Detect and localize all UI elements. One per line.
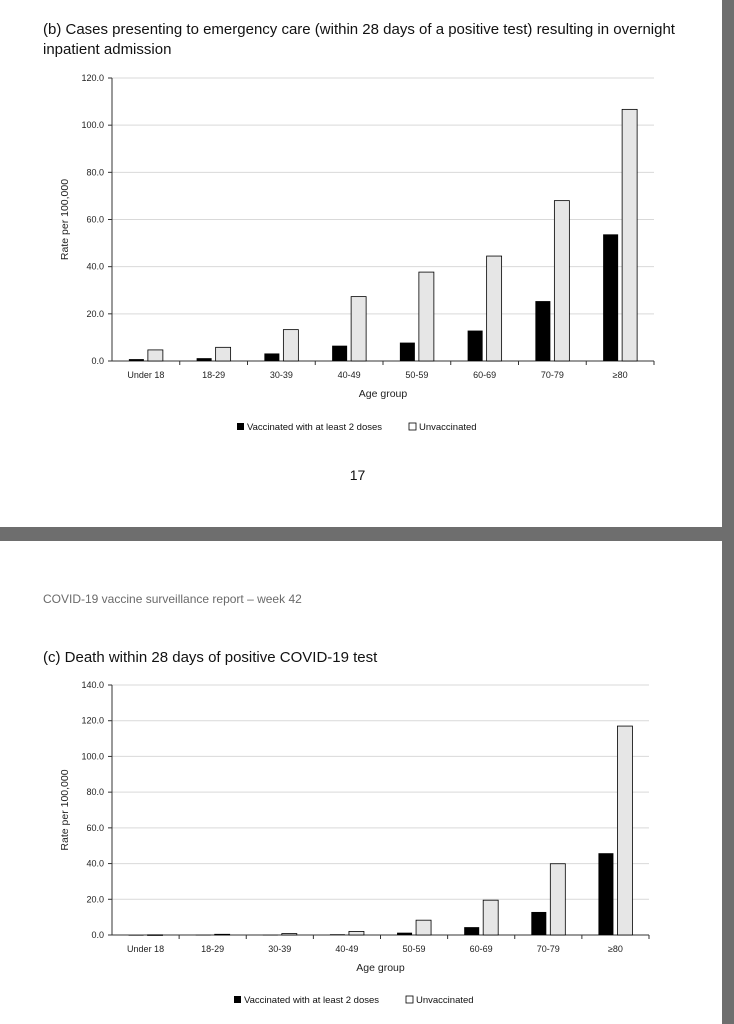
chart-b-bar-vaccinated bbox=[264, 353, 279, 361]
chart-b-y-axis-title: Rate per 100,000 bbox=[59, 178, 71, 261]
chart-b-y-tick-label: 100.0 bbox=[81, 120, 104, 131]
chart-c-bar-vaccinated bbox=[397, 933, 412, 935]
chart-c-legend-unvaccinated-swatch bbox=[406, 996, 413, 1003]
chart-b-y-tick-label: 60.0 bbox=[86, 214, 104, 225]
chart-c-y-tick-label: 0.0 bbox=[91, 930, 104, 940]
chart-b-bar-unvaccinated bbox=[216, 347, 231, 361]
chart-c-y-tick-label: 80.0 bbox=[86, 787, 104, 798]
chart-b-bar-vaccinated bbox=[332, 346, 347, 361]
chart-c-bar-unvaccinated bbox=[550, 864, 565, 935]
chart-c-x-tick-label: 40-49 bbox=[335, 944, 359, 954]
chart-b-legend-vaccinated-swatch bbox=[237, 423, 244, 430]
chart-b-x-tick-label: ≥80 bbox=[612, 370, 628, 380]
chart-c-y-tick-label: 120.0 bbox=[81, 715, 104, 726]
chart-c-bar-unvaccinated bbox=[416, 920, 431, 935]
chart-b-bar-unvaccinated bbox=[148, 350, 163, 361]
chart-c-bar-unvaccinated bbox=[483, 900, 498, 935]
chart-b-x-tick-label: 40-49 bbox=[337, 370, 361, 380]
chart-c-x-tick-label: ≥80 bbox=[607, 944, 623, 954]
chart-c-bar-vaccinated bbox=[196, 935, 211, 936]
chart-b-bar-unvaccinated bbox=[487, 256, 502, 361]
chart-b-bar-vaccinated bbox=[535, 301, 550, 361]
chart-c-bar-vaccinated bbox=[263, 935, 278, 936]
chart-c-bar-vaccinated bbox=[129, 935, 144, 936]
chart-c-legend-unvaccinated-label: Unvaccinated bbox=[416, 995, 474, 1006]
chart-c-legend-vaccinated-label: Vaccinated with at least 2 doses bbox=[244, 995, 380, 1006]
chart-c-legend-vaccinated-swatch bbox=[234, 996, 241, 1003]
chart-b-bar-unvaccinated bbox=[283, 330, 298, 361]
chart-c-x-tick-label: 70-79 bbox=[536, 944, 560, 954]
chart-c-x-tick-label: Under 18 bbox=[127, 944, 165, 954]
chart-b-legend-unvaccinated-swatch bbox=[409, 423, 416, 430]
chart-b-legend-vaccinated-label: Vaccinated with at least 2 doses bbox=[247, 422, 383, 433]
report-page-2 bbox=[0, 541, 722, 1024]
chart-b-bar-unvaccinated bbox=[622, 109, 637, 361]
chart-b-x-tick-label: 50-59 bbox=[405, 370, 429, 380]
chart-b-bar-vaccinated bbox=[197, 358, 212, 361]
chart-c-x-axis-title: Age group bbox=[356, 962, 405, 974]
chart-b-bar-vaccinated bbox=[400, 343, 415, 361]
chart-b-x-tick-label: 70-79 bbox=[540, 370, 564, 380]
chart-b-bar-vaccinated bbox=[468, 331, 483, 361]
chart-c-x-tick-label: 30-39 bbox=[268, 944, 292, 954]
chart-b-legend-unvaccinated-label: Unvaccinated bbox=[419, 422, 477, 433]
chart-b-x-axis-title: Age group bbox=[358, 388, 408, 400]
chart-c-x-tick-label: 50-59 bbox=[402, 944, 426, 954]
chart-c-y-tick-label: 20.0 bbox=[86, 894, 104, 905]
chart-b-bar-unvaccinated bbox=[351, 297, 366, 361]
chart-b-bar-vaccinated bbox=[603, 234, 618, 361]
chart-c-bar-vaccinated bbox=[464, 927, 479, 935]
chart-c-x-tick-label: 18-29 bbox=[201, 944, 225, 954]
chart-c-title: (c) Death within 28 days of positive COVID-19 test bbox=[43, 649, 378, 666]
chart-c-deaths bbox=[0, 541, 722, 1024]
report-header: COVID-19 vaccine surveillance report – week 42 bbox=[43, 592, 302, 606]
chart-b-bar-unvaccinated bbox=[419, 272, 434, 361]
chart-c-bar-unvaccinated bbox=[215, 934, 230, 935]
chart-b-bar-vaccinated bbox=[129, 359, 144, 361]
chart-c-y-tick-label: 40.0 bbox=[86, 858, 104, 869]
chart-c-y-tick-label: 140.0 bbox=[81, 680, 104, 690]
chart-b-y-tick-label: 120.0 bbox=[81, 73, 104, 83]
chart-c-bar-vaccinated bbox=[531, 912, 546, 935]
chart-c-y-axis-title: Rate per 100,000 bbox=[59, 769, 71, 851]
chart-c-x-tick-label: 60-69 bbox=[469, 944, 493, 954]
page-number: 17 bbox=[349, 467, 366, 483]
chart-b-y-tick-label: 20.0 bbox=[86, 308, 104, 319]
chart-b-y-tick-label: 80.0 bbox=[86, 167, 104, 178]
chart-c-bar-unvaccinated bbox=[349, 931, 364, 935]
chart-c-bar-unvaccinated bbox=[282, 934, 297, 935]
chart-c-bar-unvaccinated bbox=[617, 726, 632, 935]
chart-c-y-tick-label: 100.0 bbox=[81, 751, 104, 762]
chart-b-x-tick-label: 30-39 bbox=[269, 370, 293, 380]
chart-c-bar-vaccinated bbox=[330, 934, 345, 935]
chart-b-x-tick-label: Under 18 bbox=[127, 370, 165, 380]
chart-b-y-tick-label: 40.0 bbox=[86, 261, 104, 272]
chart-b-bar-unvaccinated bbox=[554, 201, 569, 361]
chart-c-bar-vaccinated bbox=[598, 853, 613, 935]
chart-c-y-tick-label: 60.0 bbox=[86, 822, 104, 833]
chart-b-x-tick-label: 18-29 bbox=[202, 370, 226, 380]
chart-b-y-tick-label: 0.0 bbox=[91, 356, 104, 366]
chart-b-x-tick-label: 60-69 bbox=[473, 370, 497, 380]
chart-c-bar-unvaccinated bbox=[148, 935, 163, 936]
chart-b-title: (b) Cases presenting to emergency care (within 28 days of a positive test) resulting in overnight inpatient admission bbox=[43, 21, 675, 58]
